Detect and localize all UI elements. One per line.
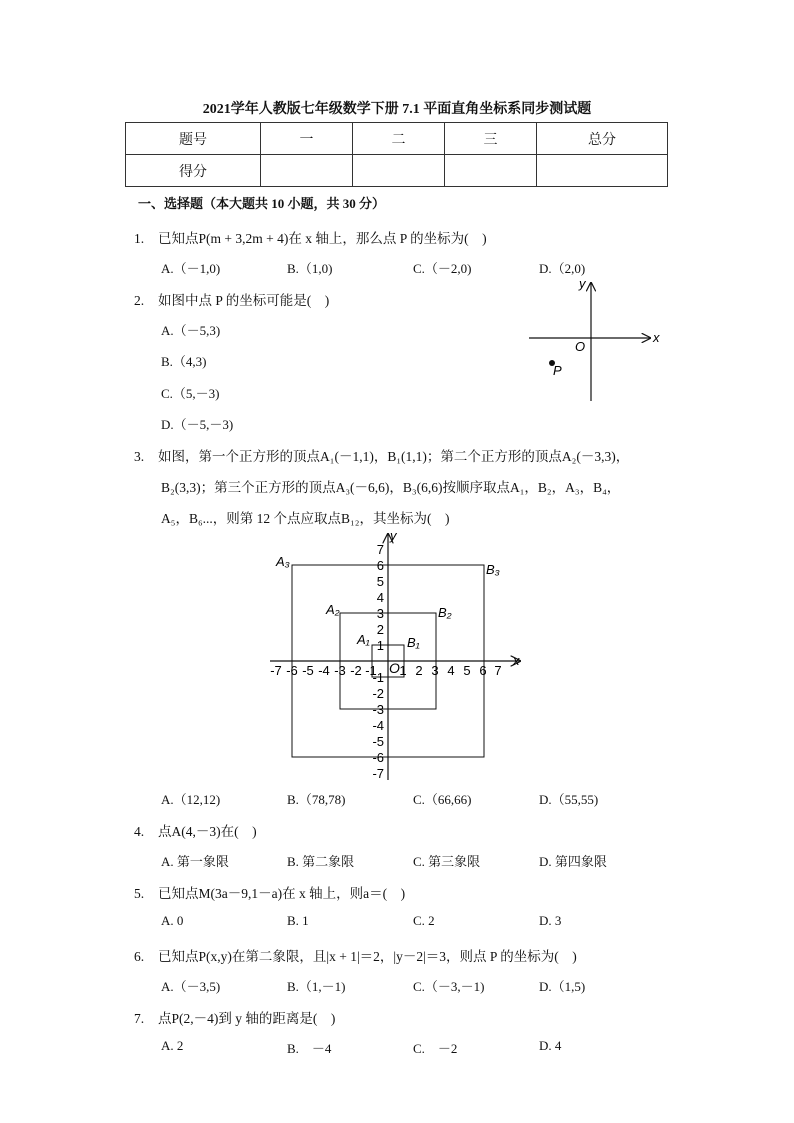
- question-text: 已知点M(3a－9,1－a)在 x 轴上，则a＝( ): [158, 886, 406, 901]
- question-text: 已知点P(m + 3,2m + 4)在 x 轴上，那么点 P 的坐标为( ): [158, 231, 487, 246]
- option-a[interactable]: A. 0: [161, 913, 184, 928]
- option-c[interactable]: C. －2: [413, 1041, 458, 1056]
- question-number: 1.: [134, 231, 145, 246]
- x-axis-label: x: [513, 653, 520, 668]
- y-axis-label: y: [579, 276, 586, 291]
- y-tick-label: 3: [376, 606, 384, 621]
- point-label-b3: B₃: [486, 562, 500, 577]
- question-number: 2.: [134, 293, 145, 308]
- y-tick-label: 6: [376, 558, 384, 573]
- question-number: 6.: [134, 949, 145, 964]
- question-text: 点P(2,－4)到 y 轴的距离是( ): [158, 1011, 336, 1026]
- y-tick-label: -7: [372, 766, 384, 781]
- score-table-score-row: [126, 155, 668, 187]
- y-tick-label: 1: [376, 638, 384, 653]
- page-title: 2021学年人教版七年级数学下册 7.1 平面直角坐标系同步测试题: [202, 102, 592, 117]
- y-axis-label: y: [390, 528, 397, 543]
- point-label-b1: B₁: [407, 635, 420, 650]
- y-tick-label: -3: [372, 702, 384, 717]
- y-tick-label: 5: [376, 574, 384, 589]
- x-tick-label: 6: [479, 663, 487, 678]
- score-row-label: 得分: [126, 155, 261, 187]
- option-d[interactable]: D.（－5,－3): [161, 417, 234, 432]
- y-tick-label: -1: [372, 670, 384, 685]
- x-tick-label: 3: [431, 663, 439, 678]
- x-tick-label: -2: [350, 663, 362, 678]
- option-b[interactable]: B.（4,3): [161, 354, 207, 369]
- option-d[interactable]: D.（1,5): [539, 979, 586, 994]
- score-header-cell: 三: [445, 123, 537, 155]
- question-1: [134, 227, 487, 247]
- origin-label: O: [575, 339, 586, 354]
- y-tick-label: 4: [376, 590, 384, 605]
- x-tick-label: -5: [302, 663, 314, 678]
- option-a[interactable]: A.（12,12): [161, 792, 221, 807]
- x-tick-label: -3: [334, 663, 346, 678]
- x-tick-label: 1: [399, 663, 407, 678]
- option-c[interactable]: C. 2: [413, 913, 435, 928]
- score-cell[interactable]: [445, 155, 537, 187]
- question-number: 7.: [134, 1011, 145, 1026]
- option-b[interactable]: B. 第二象限: [287, 854, 355, 869]
- question-number: 5.: [134, 886, 145, 901]
- question-6: [134, 945, 577, 965]
- x-tick-label: 2: [415, 663, 423, 678]
- question-text: 点A(4,－3)在( ): [158, 824, 257, 839]
- option-b[interactable]: B. 1: [287, 913, 309, 928]
- option-c[interactable]: C.（5,－3): [161, 386, 220, 401]
- score-header-cell: 题号: [126, 123, 261, 155]
- option-a[interactable]: A.（－3,5): [161, 979, 221, 994]
- q3-squares-figure: [262, 528, 532, 784]
- score-table-header-row: [126, 123, 668, 155]
- y-tick-label: -4: [372, 718, 384, 733]
- option-a[interactable]: A.（－1,0): [161, 261, 221, 276]
- option-c[interactable]: C.（－2,0): [413, 261, 472, 276]
- option-c[interactable]: C. 第三象限: [413, 854, 481, 869]
- point-label-a1: A₁: [357, 632, 370, 647]
- question-text-line: B₂(3,3)；第三个正方形的顶点A₃(－6,6)，B₃(6,6)按顺序取点A₁，B₂，A₃，B₄，: [161, 480, 621, 495]
- x-tick-label: -6: [286, 663, 298, 678]
- score-header-cell: 二: [353, 123, 445, 155]
- y-tick-label: -6: [372, 750, 384, 765]
- option-d[interactable]: D.（55,55): [539, 792, 599, 807]
- origin-label: O: [389, 660, 400, 676]
- option-b[interactable]: B.（1,0): [287, 261, 333, 276]
- question-text: 已知点P(x,y)在第二象限，且|x + 1|＝2，|y－2|＝3，则点 P 的坐标为( ): [158, 949, 577, 964]
- score-cell[interactable]: [353, 155, 445, 187]
- option-c[interactable]: C.（66,66): [413, 792, 472, 807]
- option-d[interactable]: D. 4: [539, 1038, 562, 1053]
- x-tick-label: 5: [463, 663, 471, 678]
- point-label-a2: A₂: [326, 602, 340, 617]
- question-5: [134, 882, 405, 902]
- y-tick-label: -5: [372, 734, 384, 749]
- y-tick-label: -2: [372, 686, 384, 701]
- question-2: [134, 289, 329, 309]
- question-3: [134, 445, 629, 465]
- score-table: [125, 122, 668, 187]
- score-cell[interactable]: [261, 155, 353, 187]
- question-4: [134, 820, 257, 840]
- x-tick-label: -7: [270, 663, 282, 678]
- option-d[interactable]: D. 第四象限: [539, 854, 607, 869]
- option-a[interactable]: A.（－5,3): [161, 323, 221, 338]
- x-tick-label: 4: [447, 663, 455, 678]
- option-c[interactable]: C.（－3,－1): [413, 979, 485, 994]
- x-tick-label: -4: [318, 663, 330, 678]
- option-d[interactable]: D. 3: [539, 913, 562, 928]
- x-axis-label: x: [653, 330, 660, 345]
- option-b[interactable]: B.（1,－1): [287, 979, 346, 994]
- option-a[interactable]: A. 第一象限: [161, 854, 229, 869]
- option-a[interactable]: A. 2: [161, 1038, 184, 1053]
- point-label-b2: B₂: [438, 605, 452, 620]
- y-tick-label: 7: [376, 542, 384, 557]
- question-text: 如图中点 P 的坐标可能是( ): [158, 293, 330, 308]
- score-header-cell: 总分: [537, 123, 668, 155]
- option-b[interactable]: B. －4: [287, 1041, 332, 1056]
- option-d[interactable]: D.（2,0): [539, 261, 586, 276]
- score-header-cell: 一: [261, 123, 353, 155]
- option-b[interactable]: B.（78,78): [287, 792, 346, 807]
- section-heading: 一、选择题（本大题共 10 小题，共 30 分）: [138, 196, 386, 211]
- score-cell[interactable]: [537, 155, 668, 187]
- x-tick-label: 7: [494, 663, 502, 678]
- q2-coordinate-figure: [520, 275, 670, 405]
- question-number: 4.: [134, 824, 145, 839]
- x-tick-label: -1: [365, 663, 377, 678]
- question-text-line: A₅，B₆...，则第 12 个点应取点B₁₂，其坐标为( ): [161, 511, 450, 526]
- question-7: [134, 1007, 335, 1027]
- y-tick-label: 2: [376, 622, 384, 637]
- point-p-label: P: [553, 363, 562, 378]
- point-label-a3: A₃: [276, 554, 290, 569]
- question-text-line: 如图，第一个正方形的顶点A₁(－1,1)，B₁(1,1)；第二个正方形的顶点A₂(－3,3)，: [158, 449, 630, 464]
- question-number: 3.: [134, 449, 145, 464]
- x-tick-labels: [270, 663, 501, 678]
